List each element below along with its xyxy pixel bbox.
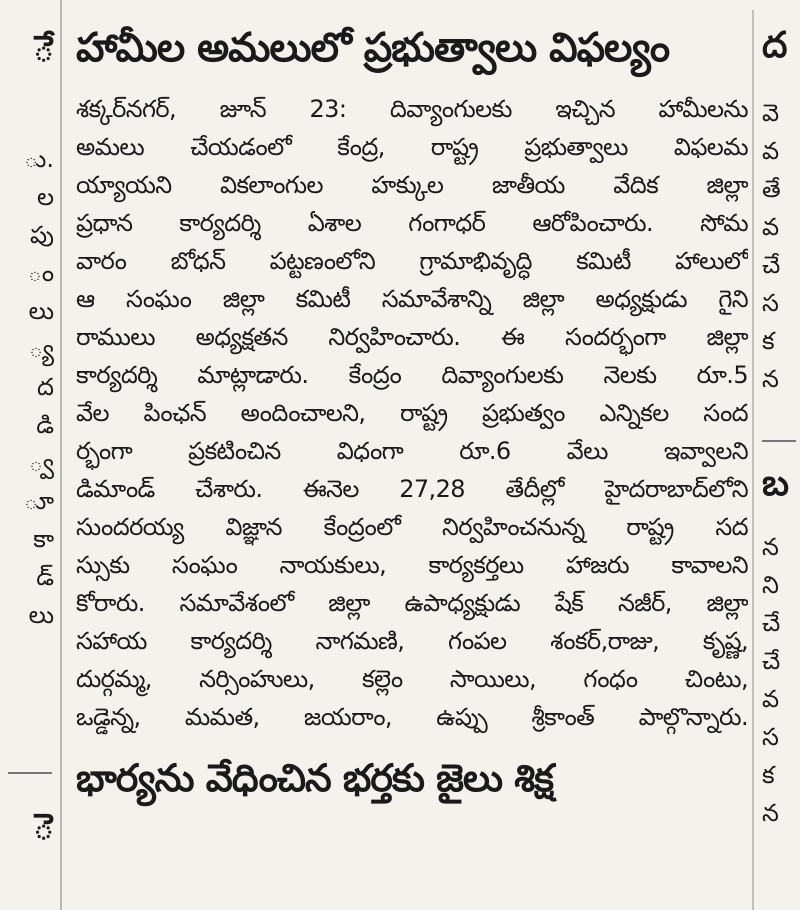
right-fragment-line: క — [762, 327, 775, 355]
article-body-line: కోరారు. సమావేశంలో జిల్లా ఉపాధ్యక్షుడు షేక్ నజీర్, జిల్లా — [76, 589, 748, 617]
article-body-line: ర్భంగా ప్రకటించిన విధంగా రూ.6 వేలు ఇవ్వాలని — [76, 437, 748, 465]
article-body-line: వేల పింఛన్ అందించాలని, రాష్ట్ర ప్రభుత్వం ఎన్నికల సంద — [76, 399, 748, 427]
right-fragment-line: న — [762, 799, 779, 827]
right-fragment-line: స — [762, 723, 779, 751]
right-column-divider — [762, 440, 796, 442]
right-column-fragment — [756, 0, 800, 910]
article-body-line: కార్యదర్శి మాట్లాడారు. కేంద్రం దివ్యాంగులకు నెలకు రూ.5 — [76, 361, 748, 389]
right-fragment-line: న — [762, 365, 779, 393]
right-fragment-line: తే — [762, 175, 781, 203]
left-fragment-line: ం — [27, 259, 54, 287]
left-column-divider — [8, 772, 52, 774]
left-fragment-line: ్య — [29, 335, 54, 363]
right-fragment-line: న — [762, 533, 779, 561]
article-body-line: ఆ సంఘం జిల్లా కమిటీ సమావేశాన్ని జిల్లా అధ్యక్షుడు గైని — [76, 285, 748, 313]
article-body-line: ఒడ్డెన్న, మమత, జయరాం, ఉప్పు శ్రీకాంత్ పాల్గొన్నారు. — [76, 703, 748, 731]
left-fragment-line: కా — [33, 525, 54, 553]
article-headline: హామీల అమలులో ప్రభుత్వాలు విఫల్యం — [76, 25, 670, 71]
right-fragment-line: వ — [762, 137, 780, 165]
right-fragment-line: క — [762, 761, 775, 789]
article-body-line: ప్రధాన కార్యదర్శి ఏశాల గంగాధర్ ఆరోపించారు. సోమ — [76, 209, 748, 237]
article-body-line: య్యాయని వికలాంగుల హక్కుల జాతీయ వేదిక జిల్లా — [76, 171, 748, 199]
left-fragment-line: ు. — [24, 145, 54, 173]
article-body-line: సహాయ కార్యదర్శి నాగమణి, గంపల శంకర్,రాజు, కృష్ణ, — [76, 627, 748, 655]
left-column-fragment — [0, 0, 58, 910]
left-fragment-line: పు — [30, 221, 54, 249]
right-column-lines-2 — [756, 528, 800, 832]
left-fragment-line: లు — [28, 297, 54, 325]
column-rule-left — [60, 0, 62, 910]
left-fragment-line: ్వ — [29, 449, 54, 477]
article-body-line: డిమాండ్ చేశారు. ఈనెల 27,28 తేదీల్లో హైదరాబాద్‌లోని — [76, 475, 748, 503]
left-fragment-line: ూ — [24, 487, 54, 515]
left-fragment-line: డ్ — [36, 563, 54, 591]
left-fragment-line: లు — [28, 601, 54, 629]
article-column — [76, 0, 748, 910]
right-column-subtitle-fragment: బ — [762, 463, 790, 504]
right-fragment-line: వ — [762, 685, 780, 713]
article-body-line: వారం బోధన్ పట్టణంలోని గ్రామాభివృద్ధి కమిటీ హాలులో — [76, 247, 748, 275]
right-fragment-line: వె — [762, 99, 780, 127]
right-fragment-line: స — [762, 289, 779, 317]
article-body — [76, 90, 748, 736]
left-fragment-line: డి — [36, 411, 54, 439]
left-fragment-line: ద — [37, 373, 54, 401]
right-column-title-fragment: ద — [762, 25, 788, 66]
right-fragment-line: ని — [762, 571, 779, 599]
left-column-lines — [0, 140, 58, 634]
next-article-headline: భార్యను వేధించిన భర్తకు జైలు శిక్ష — [76, 756, 553, 800]
right-column-lines — [756, 94, 800, 398]
right-fragment-line: చే — [762, 251, 781, 279]
article-body-line: సుందరయ్య విజ్ఞాన కేంద్రంలో నిర్వహించనున్న రాష్ట్ర సద — [76, 513, 748, 541]
right-fragment-line: చే — [762, 609, 781, 637]
article-body-line: రాములు అధ్యక్షతన నిర్వహించారు. ఈ సందర్భంగా జిల్లా — [76, 323, 748, 351]
column-rule-right — [752, 10, 754, 910]
article-body-line: శక్కర్‌నగర్, జూన్ 23: దివ్యాంగులకు ఇచ్చిన హామీలను — [76, 95, 748, 123]
left-column-title-fragment: ే — [33, 29, 54, 70]
article-body-line: స్సుకు సంఘం నాయకులు, కార్యకర్తలు హాజరు కావాలని — [76, 551, 748, 579]
article-body-line: దుర్గమ్మ, నర్సింహులు, కల్లెం సాయిలు, గంధం చింటు, — [76, 665, 748, 693]
right-fragment-line: వ — [762, 213, 780, 241]
article-body-line: అమలు చేయడంలో కేంద్ర, రాష్ట్ర ప్రభుత్వాలు విఫలమ — [76, 133, 748, 161]
right-fragment-line: చే — [762, 647, 781, 675]
left-column-bottom-fragment: ె — [33, 807, 54, 848]
left-fragment-line: ల — [36, 183, 54, 211]
